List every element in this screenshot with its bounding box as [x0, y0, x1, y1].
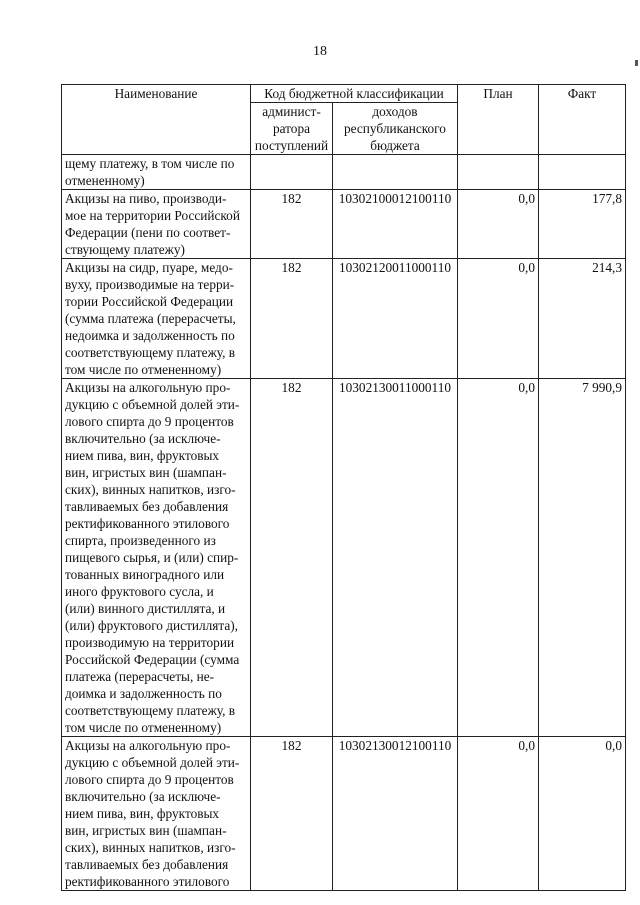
header-code-group: Код бюджетной классификации: [251, 85, 458, 103]
table-row: [62, 155, 626, 190]
table-row: [62, 190, 626, 259]
row-name-cell: Акцизы на пиво, производи- мое на территории Российской Федерации (пени по соответ- ствующему платежу): [62, 190, 251, 259]
table-body: [62, 155, 626, 891]
row-plan-cell: 0,0: [458, 190, 539, 259]
row-name-cell: Акцизы на алкогольную про- дукцию с объемной долей эти- лового спирта до 9 процентов включительно (за исключе- нием пива, вин, фруктовых вин, игристых вин (шампан- ских), винных напитков, изго- тавливаемых без добавления ректификованного этилового: [62, 737, 251, 891]
row-plan-cell: 0,0: [458, 259, 539, 379]
row-admin-code-cell: [251, 155, 333, 190]
header-plan: План: [458, 85, 539, 155]
row-name-cell: Акцизы на сидр, пуаре, медо- вуху, производимые на терри- тории Российской Федерации (сумма платежа (перерасчеты, недоимка и задолженность по соответствующему платежу, в том числе по отмененному): [62, 259, 251, 379]
row-admin-code-cell: 182: [251, 259, 333, 379]
row-plan-cell: 0,0: [458, 379, 539, 737]
row-fact-cell: 0,0: [539, 737, 626, 891]
row-fact-cell: 7 990,9: [539, 379, 626, 737]
row-budget-code-cell: 10302120011000110: [333, 259, 458, 379]
header-row-top: [62, 85, 626, 103]
row-plan-cell: [458, 155, 539, 190]
row-budget-code-cell: 10302100012100110: [333, 190, 458, 259]
scan-mark: [635, 60, 638, 66]
row-plan-cell: 0,0: [458, 737, 539, 891]
row-budget-code-cell: [333, 155, 458, 190]
row-fact-cell: 177,8: [539, 190, 626, 259]
budget-table: [61, 84, 626, 891]
row-admin-code-cell: 182: [251, 190, 333, 259]
table-row: [62, 737, 626, 891]
header-name: Наименование: [62, 85, 251, 155]
table-row: [62, 379, 626, 737]
header-fact: Факт: [539, 85, 626, 155]
row-budget-code-cell: 10302130011000110: [333, 379, 458, 737]
header-administrator: админист- ратора поступлений: [251, 103, 333, 155]
page-number: 18: [313, 44, 327, 59]
row-name-cell: Акцизы на алкогольную про- дукцию с объемной долей эти- лового спирта до 9 процентов включительно (за исключе- нием пива, вин, фруктовых вин, игристых вин (шампан- ских), винных напитков, изго- тавливаемых без добавления ректификованного этилового спирта, произведенного из пищевого сырья, и (или) спир- тованных виноградного или иного фруктового сусла, и (или) винного дистиллята, и (или) фруктового дистиллята), производимую на территории Российской Федерации (сумма платежа (перерасчеты, не- доимка и задолженность по соответствующему платежу, в том числе по отмененному): [62, 379, 251, 737]
table-row: [62, 259, 626, 379]
row-name-cell: щему платежу, в том числе по отмененному): [62, 155, 251, 190]
header-revenue: доходов республиканского бюджета: [333, 103, 458, 155]
row-admin-code-cell: 182: [251, 379, 333, 737]
row-budget-code-cell: 10302130012100110: [333, 737, 458, 891]
row-fact-cell: 214,3: [539, 259, 626, 379]
row-fact-cell: [539, 155, 626, 190]
row-admin-code-cell: 182: [251, 737, 333, 891]
